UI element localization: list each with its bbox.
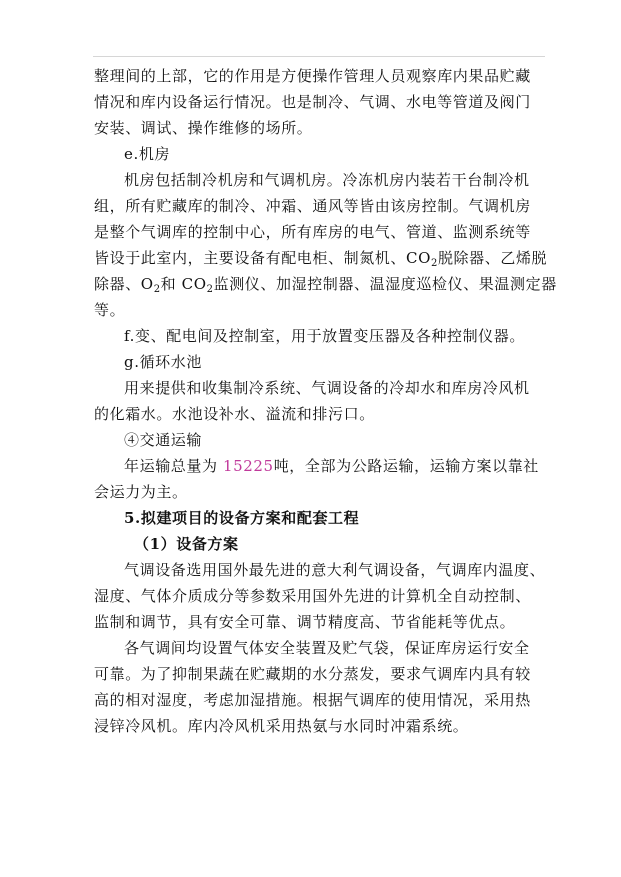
body-line: 年运输总量为 15225吨，全部为公路运输，运输方案以靠社 bbox=[124, 457, 539, 475]
section-heading-f: f.变、配电间及控制室，用于放置变压器及各种控制仪器。 bbox=[124, 327, 525, 345]
subsection-heading-1: （1）设备方案 bbox=[134, 535, 239, 553]
section-heading-g: g.循环水池 bbox=[124, 353, 202, 371]
section-heading-transport: ④交通运输 bbox=[124, 431, 203, 449]
body-line: 皆设于此室内，主要设备有配电柜、制氮机、$CO_2$脱除器、乙烯脱 bbox=[94, 249, 548, 269]
body-line: 可靠。为了抑制果蔬在贮藏期的水分蒸发，要求气调库内具有较 bbox=[94, 665, 531, 683]
body-line: 湿度、气体介质成分等参数采用国外先进的计算机全自动控制、 bbox=[94, 587, 531, 605]
transport-volume: 15225 bbox=[222, 457, 274, 475]
body-line: 监制和调节，具有安全可靠、调节精度高、节省能耗等优点。 bbox=[94, 613, 516, 631]
body-line: 整理间的上部，它的作用是方便操作管理人员观察库内果品贮藏 bbox=[94, 67, 531, 85]
body-line: 浸锌冷风机。库内冷风机采用热氨与水同时冲霜系统。 bbox=[94, 717, 469, 735]
body-line: 用来提供和收集制冷系统、气调设备的冷却水和库房冷风机 bbox=[124, 379, 530, 397]
body-line: 高的相对湿度，考虑加湿措施。根据气调库的使用情况，采用热 bbox=[94, 691, 531, 709]
body-line: 组，所有贮藏库的制冷、冲霜、通风等皆由该房控制。气调机房 bbox=[94, 197, 531, 215]
body-line: 除器、$O_2$和 $CO_2$监测仪、加湿控制器、温湿度巡检仪、果温测定器 bbox=[94, 275, 557, 295]
body-line: 机房包括制冷机房和气调机房。冷冻机房内装若干台制冷机 bbox=[124, 171, 530, 189]
body-line: 气调设备选用国外最先进的意大利气调设备，气调库内温度、 bbox=[124, 561, 546, 579]
body-line: 情况和库内设备运行情况。也是制冷、气调、水电等管道及阀门 bbox=[94, 93, 531, 111]
body-line: 会运力为主。 bbox=[94, 483, 188, 501]
section-heading-5: 5.拟建项目的设备方案和配套工程 bbox=[124, 509, 360, 527]
body-line: 是整个气调库的控制中心，所有库房的电气、管道、监测系统等 bbox=[94, 223, 531, 241]
body-line: 各气调间均设置气体安全装置及贮气袋，保证库房运行安全 bbox=[124, 639, 530, 657]
body-line: 安装、调试、操作维修的场所。 bbox=[94, 119, 313, 137]
section-heading-e: e.机房 bbox=[124, 145, 171, 163]
header-rule bbox=[93, 56, 545, 57]
body-line: 的化霜水。水池设补水、溢流和排污口。 bbox=[94, 405, 375, 423]
body-line: 等。 bbox=[94, 301, 126, 319]
